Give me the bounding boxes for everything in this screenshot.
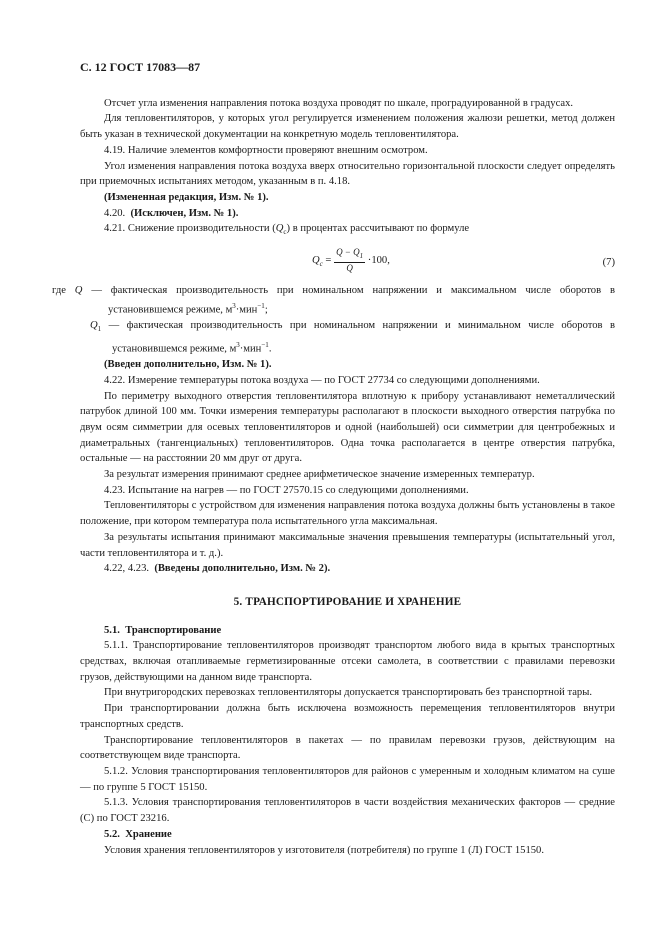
definition-tail: ; — [264, 304, 268, 316]
paragraph: Условия хранения тепловентиляторов у изготовителя (потребителя) по группе 1 (Л) ГОСТ 15150. — [104, 844, 544, 856]
amendment-text: (Введены дополнительно, Изм. № 2). — [154, 563, 331, 575]
subsection-5-1 — [80, 623, 615, 639]
paragraph: За результаты испытания принимают максимальные значения превышения температуры (испытательный угол, части тепловентилятора и т. д.). — [80, 531, 615, 559]
formula-equals: = — [325, 254, 332, 266]
formula-lhs-sub: c — [319, 260, 323, 269]
paragraph: Отсчет угла изменения направления потока воздуха проводят по шкале, проградуированной в градусах. — [104, 97, 574, 109]
symbol-q: Q — [275, 223, 284, 235]
formula-fraction — [334, 247, 365, 274]
subsection-title: Транспортирование — [125, 624, 222, 636]
numerator-sub: 1 — [359, 251, 364, 260]
clause-4-20 — [80, 206, 615, 222]
definition-q — [52, 283, 615, 318]
paragraph: Угол изменения направления потока воздуха вверх относительно горизонтальной плоскости следует определять при приемочных испытаниях методом, указанным в п. 4.18. — [80, 160, 615, 188]
subsection-number: 5.2. — [104, 828, 120, 840]
subsection-5-2 — [80, 827, 615, 843]
clause-5-1-3: 5.1.3. Условия транспортирования тепловентиляторов в части воздействия механических факторов — средние (С) по ГОСТ 23216. — [80, 797, 615, 825]
unit-text: ·мин — [239, 343, 262, 355]
paragraph: Тепловентиляторы с устройством для изменения направления потока воздуха должны быть установлены в такое положение, при котором температура пола испытательного угла максимальная. — [80, 500, 615, 528]
section-title: 5. ТРАНСПОРТИРОВАНИЕ И ХРАНЕНИЕ — [233, 595, 462, 608]
unit-sup: 3 — [236, 340, 240, 349]
formula-7 — [80, 245, 615, 281]
paragraph: При внутригородских перевозках тепловентиляторы допускается транспортировать без транспортной тары. — [104, 687, 592, 699]
clause-number: 4.20. — [104, 207, 126, 219]
clause-text: 4.21. Снижение производительности ( — [104, 223, 276, 235]
page-header: С. 12 ГОСТ 17083—87 — [80, 60, 201, 74]
clause-5-1-1: 5.1.1. Транспортирование тепловентиляторов производят транспортом любого вида в крытых транспортных средствах, включая отапливаемые герметизированные отсеки самолета, в соответствии с правилами перевозки грузов, действующими на данном виде транспорта. — [80, 640, 615, 683]
formula-number: (7) — [602, 257, 615, 269]
subsection-title: Хранение — [125, 828, 172, 840]
clause-number: 4.22, 4.23. — [104, 563, 150, 575]
definition-text: — фактическая производительность при номинальном напряжении и максимальном числе оборотов в установившемся режиме, м — [91, 285, 615, 316]
amendment-note — [80, 561, 615, 577]
clause-text: (Исключен, Изм. № 1). — [130, 207, 239, 219]
paragraph: По периметру выходного отверстия тепловентилятора вплотную к прибору устанавливают неметаллический патрубок длиной 100 мм. Точки измерения температуры располагают в плоскости выходного отверстия патрубка по двум осям симметрии для осевых тепловентиляторов и одной (наибольшей) оси симметрии для центробежных и диаметральных (тангенциальных) тепловентиляторов. Одна точка располагается в центре отверстия патрубка, остальные — на расстоянии 20 мм друг от друга. — [80, 390, 615, 465]
paragraph: Для тепловентиляторов, у которых угол регулируется изменением положения жалюзи решетки, метод должен быть указан в технической документации на конкретную модель тепловентилятора. — [80, 113, 615, 141]
amendment-note: (Измененная редакция, Изм. № 1). — [104, 191, 269, 203]
formula-numerator — [334, 247, 365, 263]
definition-lead: где — [52, 285, 66, 297]
clause-5-1-2: 5.1.2. Условия транспортирования тепловентиляторов для районов с умеренным и холодным климатом на суше — по группе 5 ГОСТ 15150. — [80, 766, 615, 793]
symbol-sub: c — [283, 228, 287, 237]
clause-4-22: 4.22. Измерение температуры потока воздуха — по ГОСТ 27734 со следующими дополнениями. — [104, 374, 540, 386]
clause-4-19: 4.19. Наличие элементов комфортности проверяют внешним осмотром. — [104, 144, 428, 156]
definition-tail: . — [268, 343, 272, 355]
clause-text: ) в процентах рассчитывают по формуле — [286, 223, 470, 235]
definition-text: — фактическая производительность при номинальном напряжении и минимальном числе оборотов в установившемся режиме, м — [108, 320, 615, 355]
definition-symbol: Q — [90, 320, 98, 332]
formula-lhs: Q — [312, 254, 320, 266]
definition-sub: 1 — [97, 325, 102, 334]
unit-text: ·мин — [235, 304, 258, 316]
unit-sup: 3 — [232, 301, 236, 310]
formula-body — [312, 247, 390, 274]
subsection-number: 5.1. — [104, 624, 120, 636]
definition-q1 — [90, 318, 615, 357]
formula-denominator: Q — [346, 262, 353, 273]
paragraph: При транспортировании должна быть исключена возможность перемещения тепловентиляторов внутри транспортных средств. — [80, 703, 615, 730]
paragraph: За результат измерения принимают среднее арифметическое значение измеренных температур. — [104, 469, 535, 481]
clause-4-23: 4.23. Испытание на нагрев — по ГОСТ 27570.15 со следующими дополнениями. — [104, 484, 469, 496]
amendment-note: (Введен дополнительно, Изм. № 1). — [104, 359, 272, 371]
unit-sup: −1 — [257, 301, 265, 310]
paragraph: Транспортирование тепловентиляторов в пакетах — по правилам перевозки грузов, действующим на соответствующем виде транспорта. — [80, 734, 615, 762]
document-page — [52, 60, 615, 858]
formula-tail: ·100, — [367, 254, 390, 266]
numerator-text: Q − Q — [336, 247, 360, 258]
unit-sup: −1 — [261, 340, 269, 349]
definition-symbol: Q — [74, 285, 83, 297]
clause-4-21 — [80, 221, 615, 241]
